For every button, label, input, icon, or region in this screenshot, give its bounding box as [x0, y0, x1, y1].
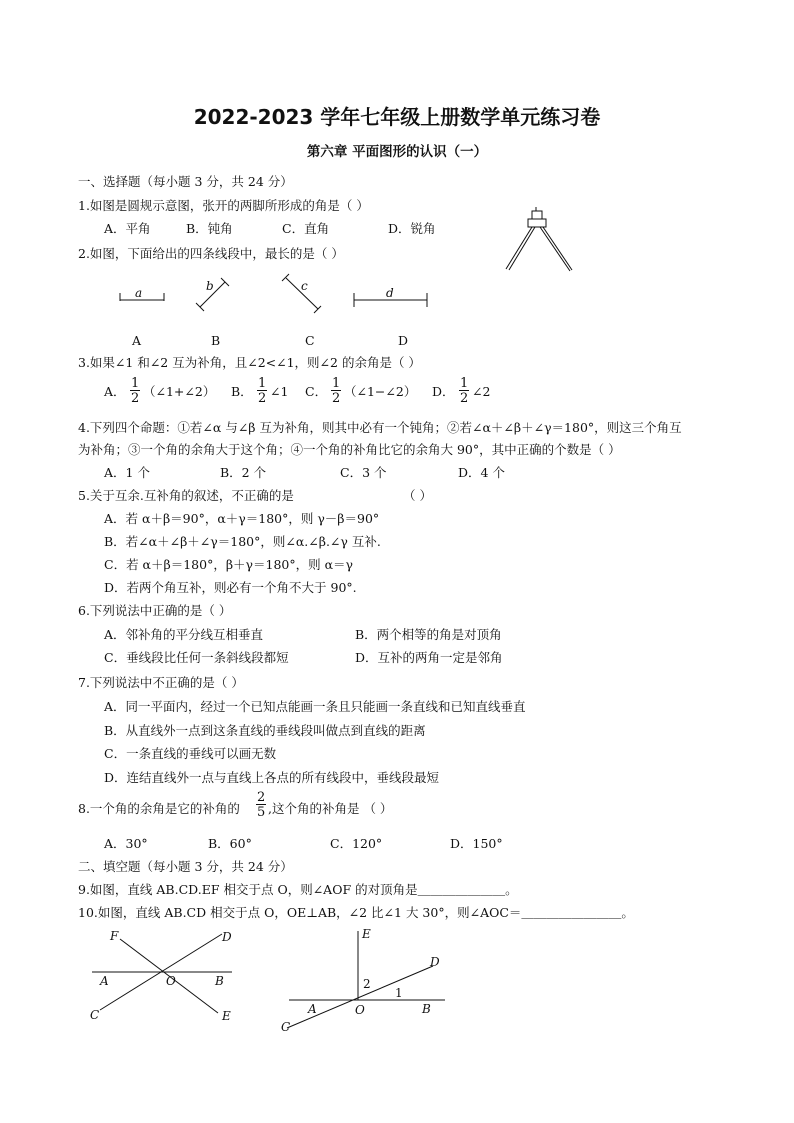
- q10-figure: [275, 925, 455, 1035]
- q8-stem-post: ,这个角的补角是 （ ）: [268, 801, 393, 816]
- fig1-label-d: D: [222, 930, 232, 944]
- q5-stem: 5.关于互余.互补角的叙述，不正确的是: [78, 488, 294, 503]
- q8-option-c: C．120°: [330, 836, 383, 851]
- page-title: 2022-2023 学年七年级上册数学单元练习卷: [193, 105, 601, 129]
- fig1-label-e: E: [222, 1009, 231, 1023]
- fraction-denominator: 2: [332, 391, 341, 406]
- q3-option-d-expr: ∠2: [472, 384, 491, 399]
- fig2-label-a: A: [308, 1002, 317, 1016]
- q8-option-b: B．60°: [208, 836, 252, 851]
- q3-option-b-expr: ∠1: [270, 384, 289, 399]
- q4-option-b: B．2 个: [220, 465, 267, 480]
- q1-option-c: C．直角: [282, 221, 330, 236]
- q6-stem: 6.下列说法中正确的是（ ）: [78, 603, 232, 618]
- q4-line-2: 为补角；③一个角的余角大于这个角；④一个角的补角比它的余角大 90°，其中正确的个数是（ ）: [78, 442, 621, 457]
- q7-option-b: B．从直线外一点到这条直线的垂线段叫做点到直线的距离: [104, 723, 426, 738]
- q10-stem: 10.如图，直线 AB.CD 相交于点 O，OE⊥AB，∠2 比∠1 大 30°，则∠AOC＝＿＿＿＿＿＿＿＿。: [78, 905, 634, 920]
- q9-stem: 9.如图，直线 AB.CD.EF 相交于点 O，则∠AOF 的对顶角是＿＿＿＿＿＿＿。: [78, 882, 518, 897]
- segment-label-a: a: [135, 286, 143, 300]
- q2-option-d: D: [398, 333, 409, 348]
- q3-option-d-fraction: [459, 377, 469, 405]
- fig2-label-e: E: [362, 927, 371, 941]
- q5-option-c: C．若 α＋β＝180°，β＋γ＝180°，则 α＝γ: [104, 557, 354, 572]
- page-subtitle: 第六章 平面图形的认识（一）: [306, 144, 488, 160]
- q3-option-c-expr: （∠1−∠2）: [344, 384, 417, 399]
- q1-stem: 1.如图是圆规示意图，张开的两脚所形成的角是（ ）: [78, 198, 369, 213]
- q3-option-a-letter: A．: [104, 384, 126, 399]
- q8-fraction: [256, 791, 266, 819]
- q8-option-d: D．150°: [450, 836, 503, 851]
- section-heading-fill: 二、填空题（每小题 3 分，共 24 分）: [78, 859, 293, 874]
- q1-option-d: D．锐角: [388, 221, 436, 236]
- q5-option-a: A．若 α＋β＝90°，α＋γ＝180°，则 γ－β＝90°: [104, 511, 380, 526]
- fraction-denominator: 2: [258, 391, 267, 406]
- q8-stem-pre: 8.一个角的余角是它的补角的: [78, 801, 240, 816]
- q4-option-d: D．4 个: [458, 465, 505, 480]
- section-heading-choice: 一、选择题（每小题 3 分，共 24 分）: [78, 174, 293, 189]
- fig1-label-c: C: [90, 1008, 100, 1022]
- q3-stem: 3.如果∠1 和∠2 互为补角，且∠2<∠1，则∠2 的余角是（ ）: [78, 355, 421, 370]
- q3-option-c-fraction: [331, 377, 341, 405]
- fraction-numerator: 1: [131, 376, 140, 391]
- fraction-numerator: 1: [258, 376, 267, 391]
- fraction-numerator: 1: [332, 376, 341, 391]
- q3-option-d-letter: D．: [432, 384, 455, 399]
- q7-option-c: C．一条直线的垂线可以画无数: [104, 746, 277, 761]
- q5-option-b: B．若∠α＋∠β＋∠γ＝180°，则∠α.∠β.∠γ 互补.: [104, 534, 381, 549]
- q6-option-d: D．互补的两角一定是邻角: [355, 650, 503, 665]
- q4-option-a: A．1 个: [104, 465, 150, 480]
- fig1-label-a: A: [100, 974, 109, 988]
- q2-option-a: A: [132, 333, 142, 348]
- q3-option-b-letter: B．: [231, 384, 253, 399]
- segment-label-c: c: [301, 279, 308, 293]
- q3-option-b-fraction: [257, 377, 267, 405]
- q2-option-c: C: [305, 333, 315, 348]
- q2-stem: 2.如图，下面给出的四条线段中，最长的是（ ）: [78, 246, 344, 261]
- q4-line-1: 4.下列四个命题：①若∠α 与∠β 互为补角，则其中必有一个钝角；②若∠α＋∠β＋∠γ＝180°，则这三个角互: [78, 420, 682, 435]
- fig1-label-o: O: [166, 974, 176, 988]
- q6-option-a: A．邻补角的平分线互相垂直: [104, 627, 264, 642]
- q3-option-c-letter: C．: [305, 384, 328, 399]
- fig1-label-f: F: [110, 929, 119, 943]
- fraction-denominator: 2: [131, 391, 140, 406]
- q9-figure: [80, 925, 250, 1030]
- q7-stem: 7.下列说法中不正确的是（ ）: [78, 675, 244, 690]
- compass-figure: [500, 205, 580, 275]
- fig2-label-c: C: [281, 1020, 291, 1034]
- fig2-label-angle-1: 1: [395, 986, 403, 1000]
- q2-segments-figure: [110, 268, 440, 318]
- q6-option-c: C．垂线段比任何一条斜线段都短: [104, 650, 289, 665]
- fraction-numerator: 1: [460, 376, 469, 391]
- fraction-denominator: 5: [257, 805, 266, 820]
- q1-option-b: B．钝角: [186, 221, 233, 236]
- q3-option-a-expr: （∠1+∠2）: [143, 384, 216, 399]
- q4-option-c: C．3 个: [340, 465, 387, 480]
- q5-option-d: D．若两个角互补，则必有一个角不大于 90°.: [104, 580, 357, 595]
- q2-option-b: B: [211, 333, 221, 348]
- segment-label-d: d: [386, 286, 394, 300]
- segment-label-b: b: [206, 279, 214, 293]
- fig2-label-angle-2: 2: [363, 977, 371, 991]
- q3-option-a-fraction: [130, 377, 140, 405]
- fig2-label-o: O: [355, 1003, 365, 1017]
- fig1-label-b: B: [215, 974, 224, 988]
- fraction-denominator: 2: [460, 391, 469, 406]
- q1-option-a: A．平角: [104, 221, 151, 236]
- q7-option-a: A．同一平面内，经过一个已知点能画一条且只能画一条直线和已知直线垂直: [104, 699, 526, 714]
- q6-option-b: B．两个相等的角是对顶角: [355, 627, 502, 642]
- q7-option-d: D．连结直线外一点与直线上各点的所有线段中，垂线段最短: [104, 770, 440, 785]
- fig2-label-b: B: [422, 1002, 431, 1016]
- q8-option-a: A．30°: [104, 836, 148, 851]
- fig2-label-d: D: [430, 955, 440, 969]
- q5-answer-paren: （ ）: [403, 488, 432, 503]
- fraction-numerator: 2: [257, 790, 266, 805]
